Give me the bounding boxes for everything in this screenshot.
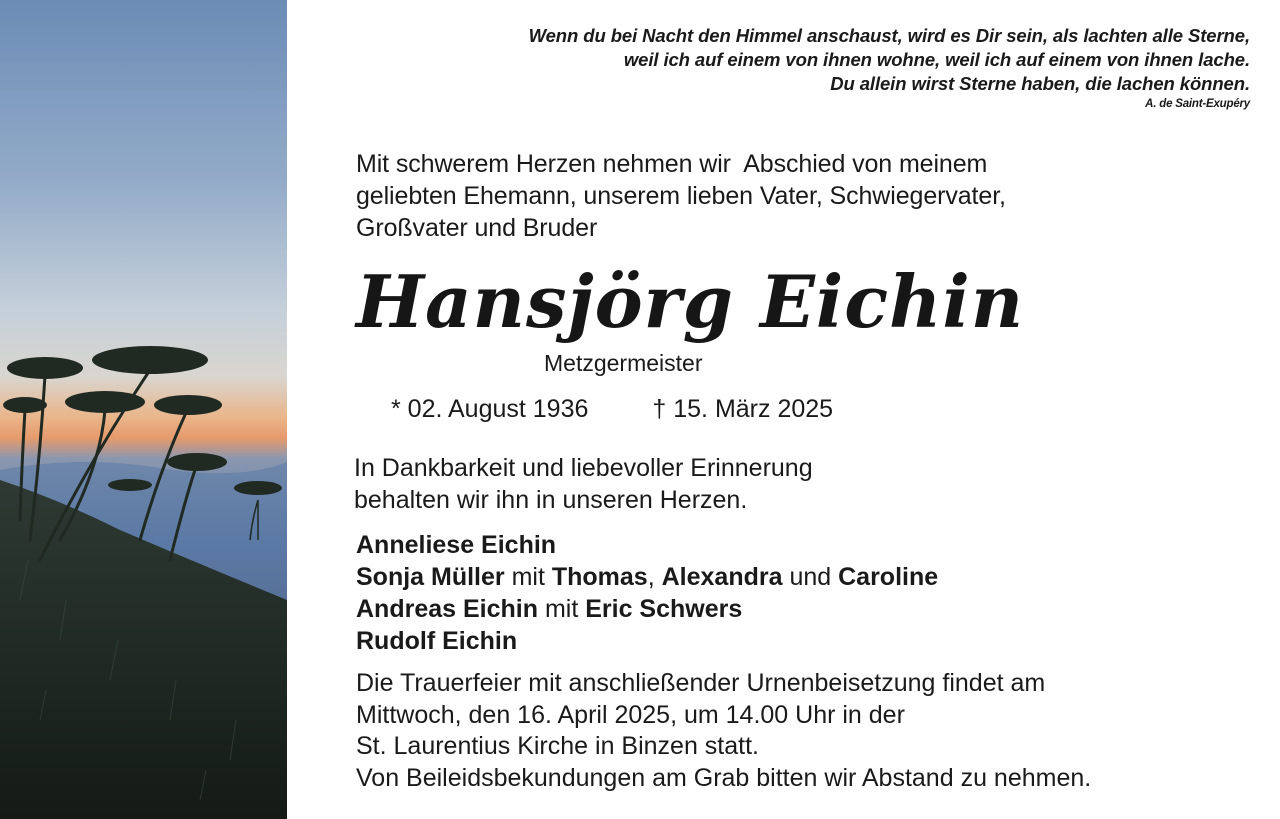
- connector-word: mit: [504, 563, 552, 591]
- ceremony-line: St. Laurentius Kirche in Binzen statt.: [356, 732, 759, 760]
- landscape-photo: [0, 0, 287, 819]
- mourner-name: Anneliese Eichin: [356, 531, 557, 559]
- mourner-name: Andreas Eichin: [356, 595, 538, 623]
- quote-author: A. de Saint-Exupéry: [1145, 98, 1250, 110]
- birth-date: * 02. August 1936: [391, 395, 589, 423]
- intro-line: Großvater und Bruder: [356, 214, 598, 242]
- mourner-row: [356, 561, 938, 593]
- deceased-name: Hansjörg Eichin: [356, 259, 1025, 344]
- quote-line: weil ich auf einem von ihnen wohne, weil ich auf einem von ihnen lache.: [623, 49, 1250, 70]
- remembrance-line: behalten wir ihn in unseren Herzen.: [354, 486, 748, 514]
- quote-block: [529, 24, 1250, 112]
- mourner-name: Caroline: [838, 563, 939, 591]
- mourner-name: Sonja Müller: [356, 563, 505, 591]
- ceremony-info: [356, 668, 1091, 794]
- remembrance-line: In Dankbarkeit und liebevoller Erinnerung: [354, 454, 813, 482]
- intro-line: Mit schwerem Herzen nehmen wir Abschied von meinem: [356, 150, 988, 178]
- mourner-name: Eric Schwers: [585, 595, 743, 623]
- quote-line: Du allein wirst Sterne haben, die lachen können.: [830, 73, 1250, 94]
- remembrance-text: [354, 452, 813, 516]
- sunset-plants-image: [0, 0, 287, 819]
- mourner-name: Alexandra: [661, 563, 783, 591]
- death-date: † 15. März 2025: [652, 395, 834, 423]
- quote-line: Wenn du bei Nacht den Himmel anschaust, wird es Dir sein, als lachten alle Sterne,: [528, 25, 1250, 46]
- ceremony-line: Mittwoch, den 16. April 2025, um 14.00 Uhr in der: [356, 700, 905, 729]
- intro-text: [356, 148, 1006, 244]
- mourner-name: Thomas: [551, 563, 648, 591]
- mourner-row: [356, 625, 938, 657]
- connector-word: ,: [647, 563, 662, 591]
- intro-line: geliebten Ehemann, unserem lieben Vater, Schwiegervater,: [356, 182, 1006, 210]
- mourner-row: [356, 593, 938, 625]
- connector-word: mit: [538, 595, 586, 623]
- mourners-list: [356, 529, 938, 657]
- ceremony-line: Die Trauerfeier mit anschließender Urnenbeisetzung findet am: [356, 669, 1046, 697]
- mourner-row: [356, 529, 938, 561]
- ceremony-line: Von Beileidsbekundungen am Grab bitten wir Abstand zu nehmen.: [356, 763, 1092, 792]
- obituary-text: [287, 0, 1280, 819]
- deceased-profession: Metzgermeister: [544, 350, 703, 376]
- life-dates: [391, 393, 833, 425]
- connector-word: und: [782, 563, 839, 591]
- mourner-name: Rudolf Eichin: [356, 627, 518, 655]
